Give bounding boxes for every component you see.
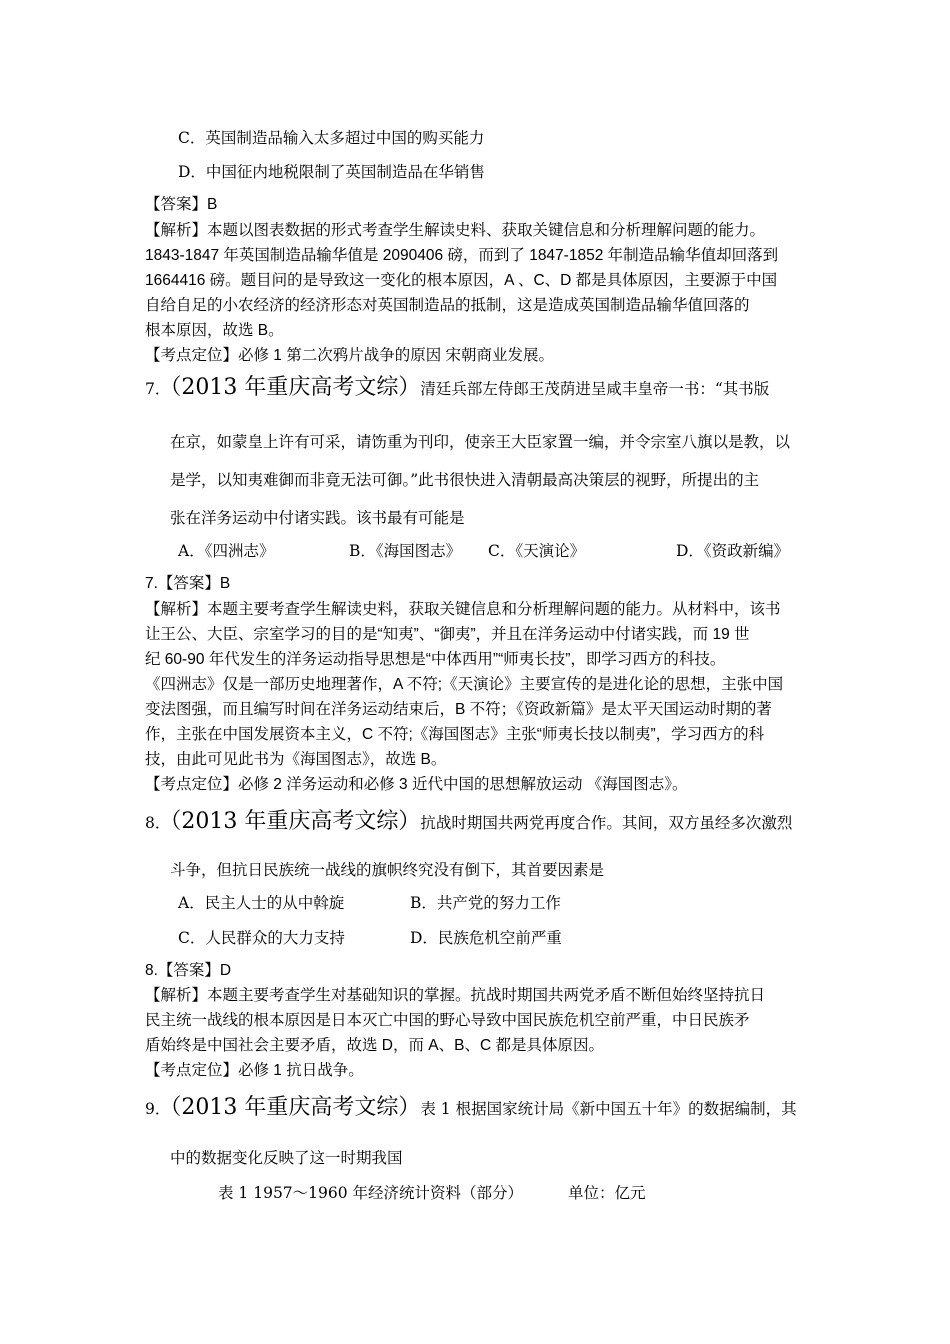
q7-option-b: B．《海国图志》 <box>349 542 462 560</box>
q8-option-c: C．人民群众的大力支持 <box>178 929 345 947</box>
q6-answer: 【答案】B <box>145 196 218 213</box>
q9-number: 9． <box>145 1100 171 1118</box>
q7-analysis-line: 纪 60-90 年代发生的洋务运动指导思想是“中体西用”“师夷长技”，即学习西方的科技。 <box>145 651 726 668</box>
q7-kaodian: 【考点定位】必修 2 洋务运动和必修 3 近代中国的思想解放运动 《海国图志》。 <box>145 776 688 793</box>
q7-analysis-line: 《四洲志》仅是一部历史地理著作，A 不符;《天演论》主要宣传的是进化论的思想，主张中国 <box>145 676 784 693</box>
q7-answer: 7.【答案】B <box>145 575 231 592</box>
q8-number: 8． <box>145 814 171 832</box>
q7-source: （2013 年重庆高考文综） <box>170 375 421 400</box>
q8-stem-first: 抗战时期国共两党再度合作。其间，双方虽经多次激烈 <box>420 814 793 832</box>
q9-source: （2013 年重庆高考文综） <box>170 1095 421 1120</box>
q7-stem-line: 张在洋务运动中付诸实践。该书最有可能是 <box>170 509 465 527</box>
q8-stem-line: 斗争，但抗日民族统一战线的旗帜终究没有倒下，其首要因素是 <box>170 861 605 879</box>
q8-source: （2013 年重庆高考文综） <box>170 809 421 834</box>
q6-kaodian: 【考点定位】必修 1 第二次鸦片战争的原因 宋朝商业发展。 <box>145 347 555 364</box>
q6-analysis-line: 根本原因，故选 B。 <box>145 322 284 339</box>
q7-analysis-line: 让王公、大臣、宗室学习的目的是“知夷”、“御夷”，并且在洋务运动中付诸实践，而 19 世 <box>145 626 750 643</box>
q7-option-d: D．《资政新编》 <box>676 542 790 560</box>
q7-analysis-line: 作，主张在中国发展资本主义，C 不符;《海国图志》主张“师夷长技以制夷”，学习西方的科 <box>145 726 765 743</box>
q7-number: 7． <box>145 380 171 398</box>
q7-stem-line: 是学，以知夷难御而非竟无法可御。”此书很快进入清朝最高决策层的视野，所提出的主 <box>170 471 760 489</box>
q6-option-c: C．英国制造品输入太多超过中国的购买能力 <box>178 129 485 147</box>
q7-analysis-line: 【解析】本题主要考查学生解读史料，获取关键信息和分析理解问题的能力。从材料中，该书 <box>145 601 781 618</box>
q6-analysis-line: 自给自足的小农经济的经济形态对英国制造品的抵制，这是造成英国制造品输华值回落的 <box>145 297 750 314</box>
q9-stem-line: 中的数据变化反映了这一时期我国 <box>170 1149 403 1167</box>
q7-option-c: C．《天演论》 <box>488 542 586 560</box>
table-unit: 单位：亿元 <box>568 1184 646 1202</box>
q8-analysis-line: 盾始终是中国社会主要矛盾，故选 D，而 A、B、C 都是具体原因。 <box>145 1037 604 1054</box>
q9-heading <box>145 1095 797 1120</box>
q7-stem-first: 清廷兵部左侍郎王茂荫进呈咸丰皇帝一书：“其书版 <box>420 380 770 398</box>
q7-heading <box>145 375 770 400</box>
q8-option-b: B．共产党的努力工作 <box>410 894 561 912</box>
q7-option-a: A．《四洲志》 <box>178 542 275 560</box>
q8-heading <box>145 809 793 834</box>
q8-answer: 8.【答案】D <box>145 962 232 979</box>
q6-analysis-line: 1664416 磅。题目问的是导致这一变化的根本原因，A 、C、D 都是具体原因，主要源于中国 <box>145 272 778 289</box>
q7-analysis-line: 变法图强，而且编写时间在洋务运动结束后，B 不符；《资政新篇》是太平天国运动时期的著 <box>145 701 772 718</box>
q8-analysis-line: 【解析】本题主要考查学生对基础知识的掌握。抗战时期国共两党矛盾不断但始终坚持抗日 <box>145 987 766 1004</box>
q7-analysis-line: 技，由此可见此书为《海国图志》，故选 B。 <box>145 751 447 768</box>
q6-analysis-line: 【解析】本题以图表数据的形式考查学生解读史料、获取关键信息和分析理解问题的能力。 <box>145 222 766 239</box>
q8-option-d: D．民族危机空前严重 <box>410 929 562 947</box>
q7-stem-line: 在京，如蒙皇上许有可采，请饬重为刊印，使亲王大臣家置一编，并令宗室八旗以是教，以 <box>170 433 791 451</box>
q6-analysis-line: 1843-1847 年英国制造品输华值是 2090406 磅，而到了 1847-1852 年制造品输华值却回落到 <box>145 247 779 264</box>
table-caption: 表 1 1957～1960 年经济统计资料（部分） <box>218 1184 524 1202</box>
q6-option-d: D．中国征内地税限制了英国制造品在华销售 <box>178 163 485 181</box>
q8-option-a: A．民主人士的从中斡旋 <box>178 894 345 912</box>
q8-kaodian: 【考点定位】必修 1 抗日战争。 <box>145 1062 364 1079</box>
q9-stem-first: 表 1 根据国家统计局《新中国五十年》的数据编制，其 <box>420 1100 797 1118</box>
q8-analysis-line: 民主统一战线的根本原因是日本灭亡中国的野心导致中国民族危机空前严重，中日民族矛 <box>145 1012 750 1029</box>
